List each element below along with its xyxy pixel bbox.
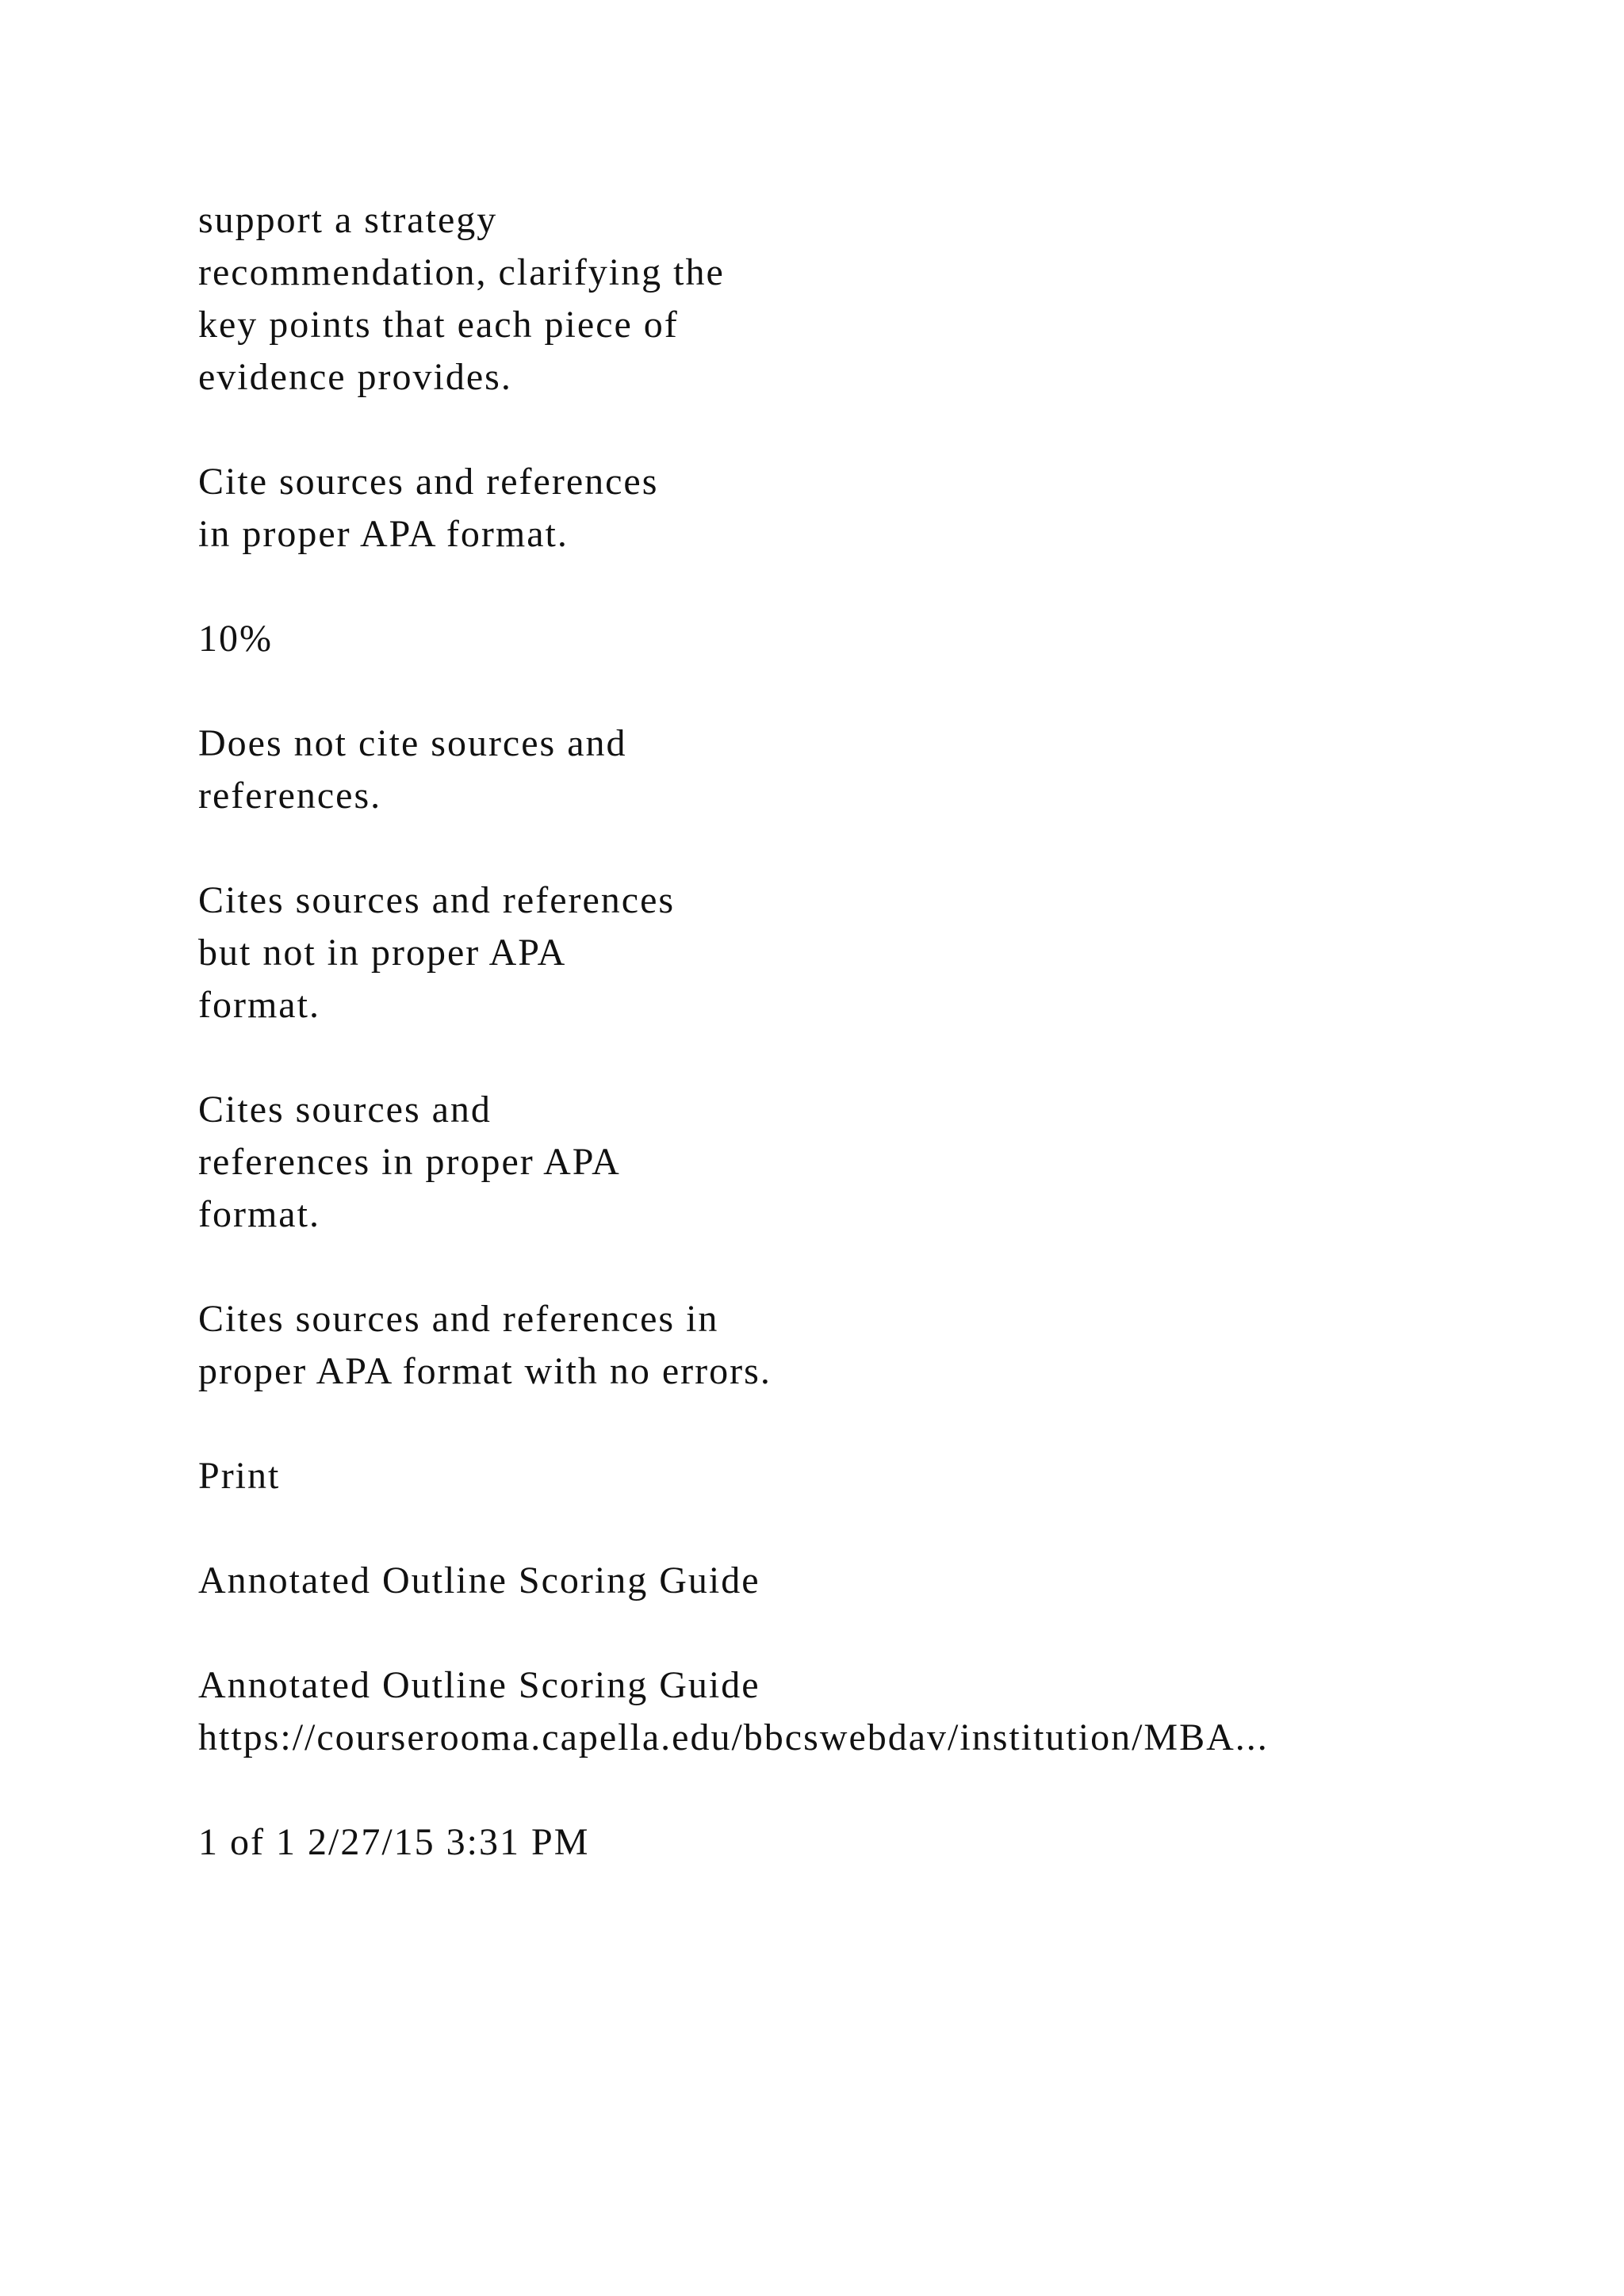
- distinguished-text: [198, 1293, 1546, 1398]
- text-line: Cites sources and references: [198, 879, 676, 921]
- page-header-footer: [198, 1659, 1546, 1764]
- text-line: references in proper APA: [198, 1141, 621, 1183]
- non-performance-text: [198, 718, 1546, 822]
- document-title: [198, 1555, 1546, 1607]
- page-footer-info: [198, 1816, 1546, 1869]
- apa-criterion-text: [198, 456, 1546, 561]
- text-line: format.: [198, 1193, 320, 1235]
- criterion-weight: [198, 613, 1546, 665]
- text-line: but not in proper APA: [198, 932, 567, 974]
- text-line: Annotated Outline Scoring Guide: [198, 1559, 760, 1601]
- document-content: [198, 194, 1546, 1921]
- proficient-text: [198, 1084, 1546, 1241]
- text-line: key points that each piece of: [198, 304, 679, 346]
- text-line: evidence provides.: [198, 356, 512, 398]
- text-line: proper APA format with no errors.: [198, 1350, 772, 1392]
- text-line: Cites sources and: [198, 1089, 492, 1131]
- text-line: format.: [198, 984, 320, 1026]
- text-line: recommendation, clarifying the: [198, 251, 725, 293]
- text-line: support a strategy: [198, 199, 498, 241]
- strategy-evidence-text: [198, 194, 1546, 404]
- url-text: https://courserooma.capella.edu/bbcswebdav/institution/MBA...: [198, 1716, 1269, 1758]
- text-line: in proper APA format.: [198, 513, 569, 555]
- basic-text: [198, 874, 1546, 1031]
- print-label: [198, 1450, 1546, 1502]
- text-line: 1 of 1 2/27/15 3:31 PM: [198, 1821, 590, 1863]
- text-line: 10%: [198, 618, 273, 660]
- text-line: Cite sources and references: [198, 461, 659, 503]
- text-line: references.: [198, 775, 382, 817]
- text-line: Annotated Outline Scoring Guide: [198, 1664, 760, 1706]
- text-line: Does not cite sources and: [198, 722, 627, 764]
- text-line: Print: [198, 1455, 281, 1497]
- text-line: Cites sources and references in: [198, 1298, 719, 1340]
